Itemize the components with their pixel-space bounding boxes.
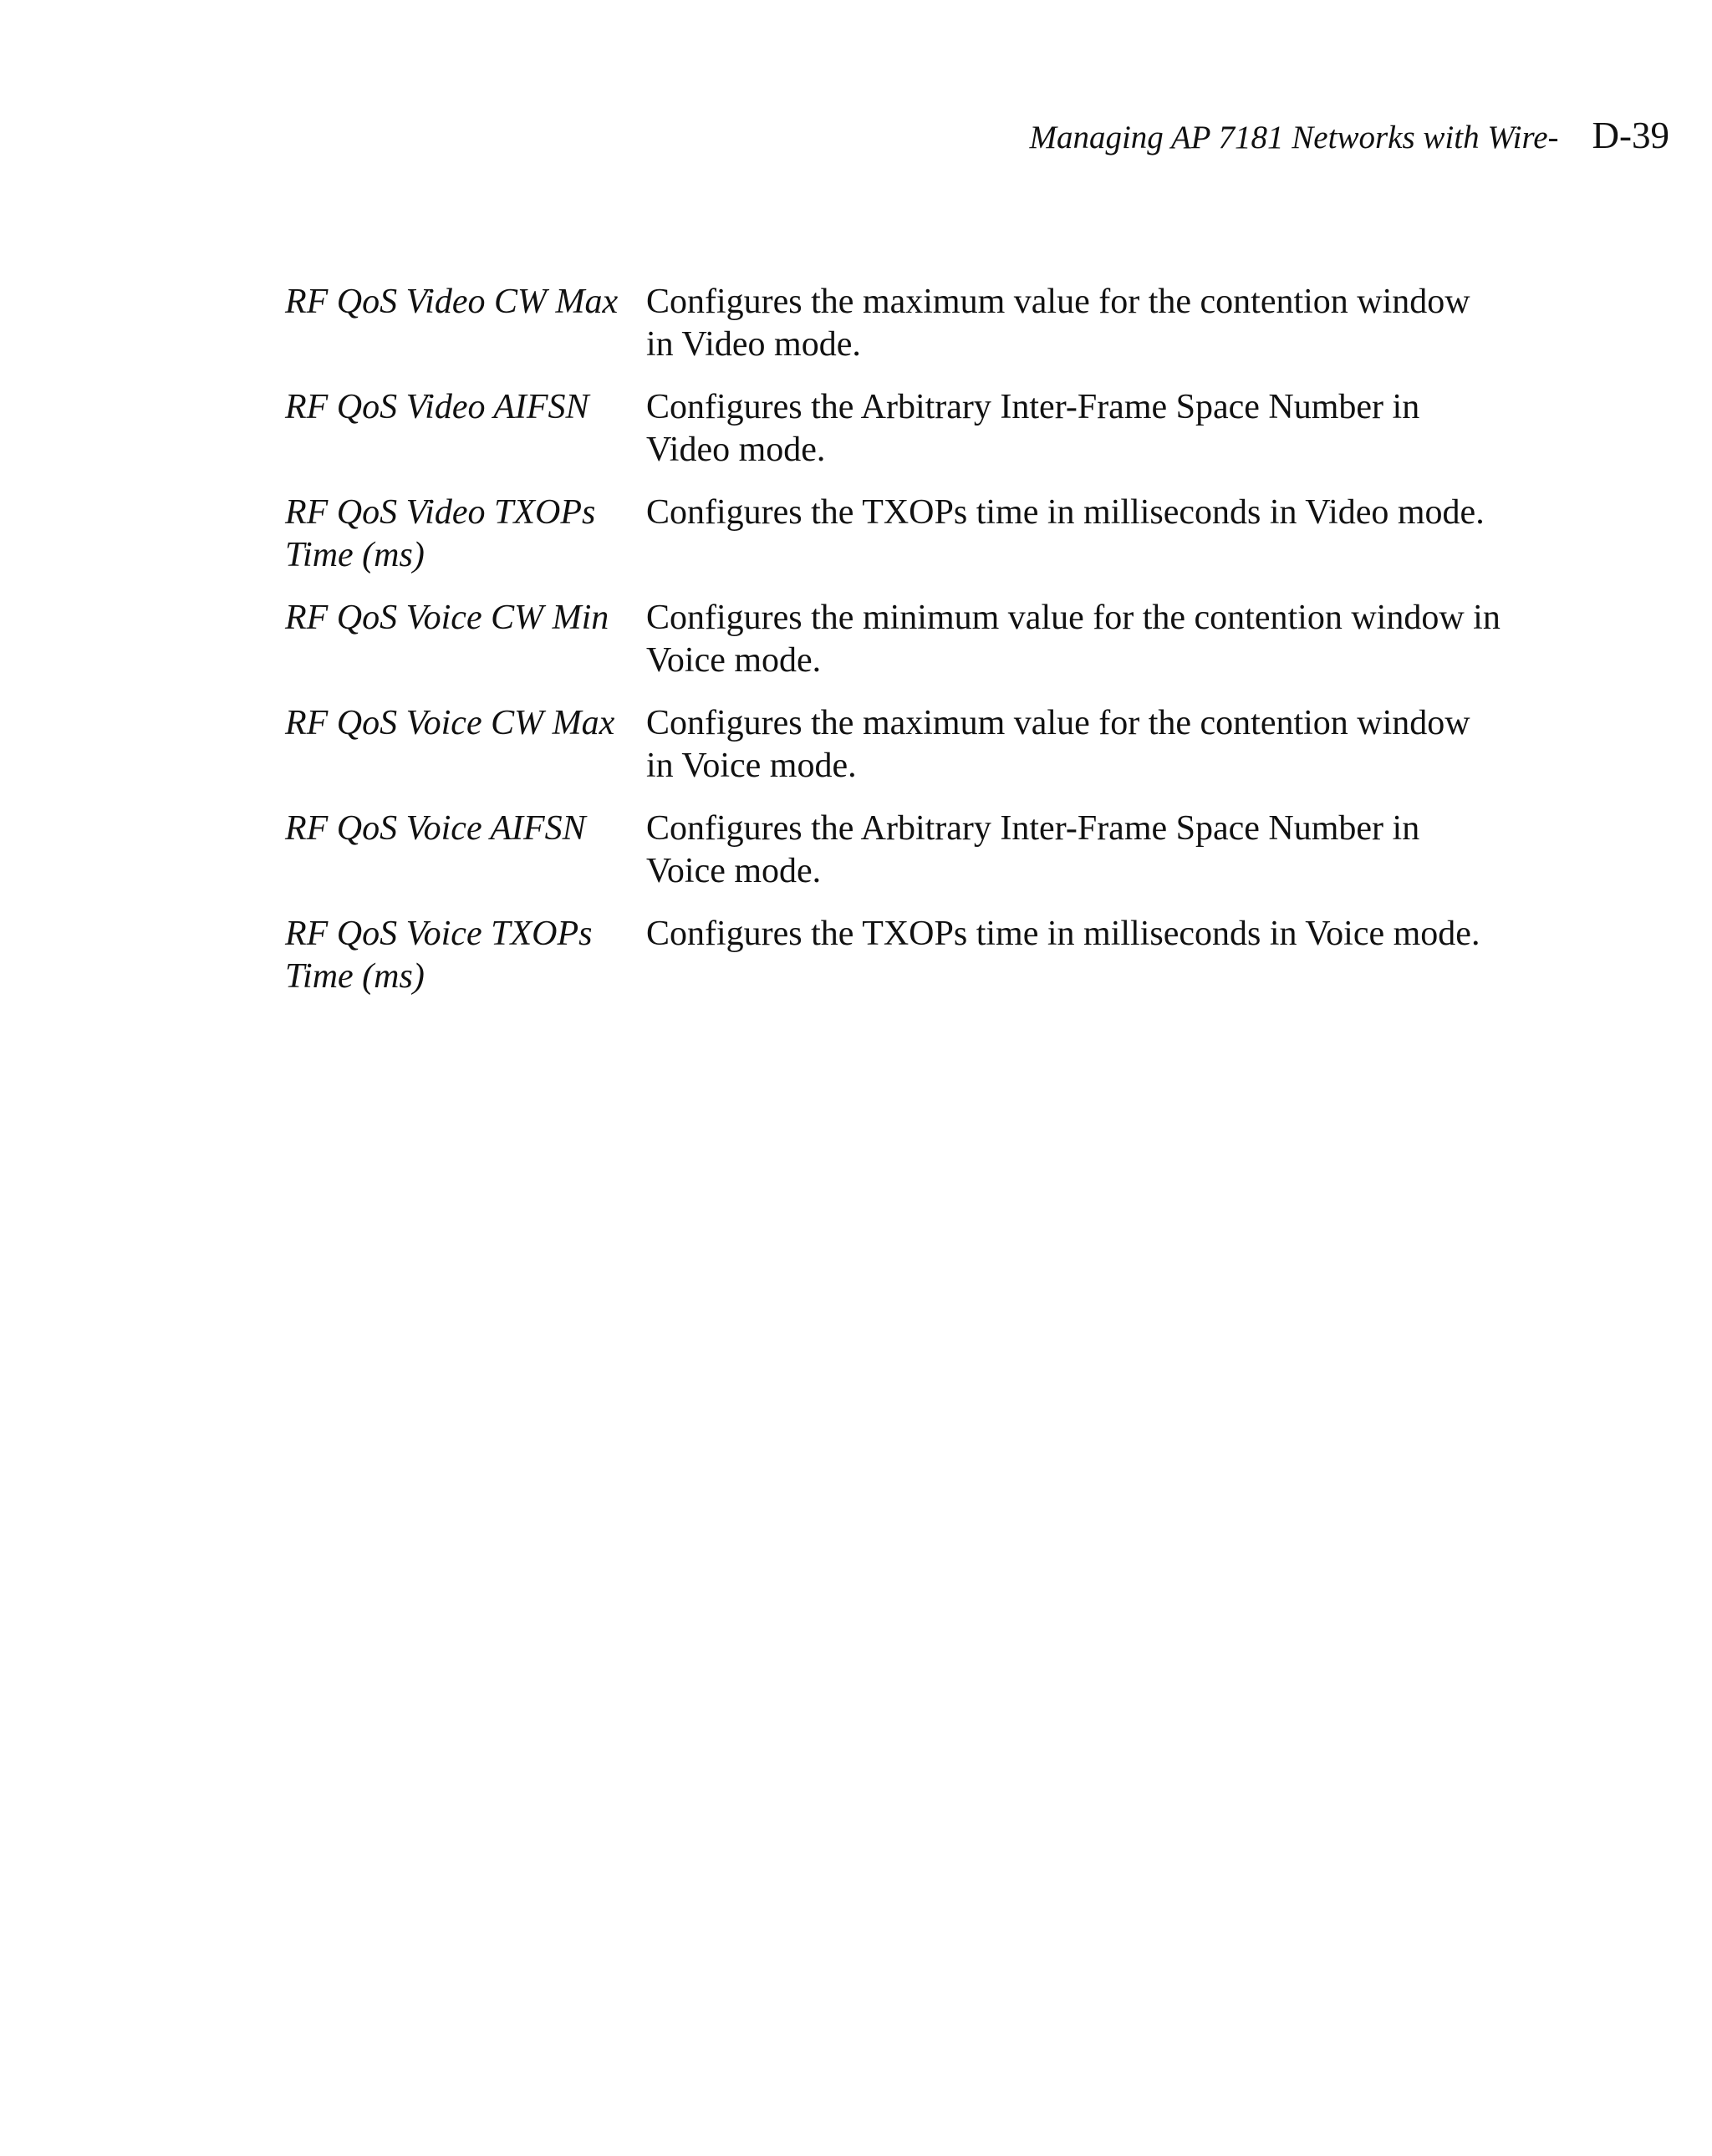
definition-term: RF QoS Video CW Max bbox=[285, 283, 619, 321]
definition-row bbox=[285, 281, 1514, 366]
page-number: D-39 bbox=[1592, 115, 1669, 156]
definition-row bbox=[285, 808, 1514, 893]
definition-row bbox=[285, 597, 1514, 682]
definition-list bbox=[285, 281, 1514, 1018]
definition-term: RF QoS Voice CW Max bbox=[285, 704, 615, 742]
definition-description: Configures the TXOPs time in milliseconds in Voice mode. bbox=[646, 915, 1480, 953]
definition-description: Configures the Arbitrary Inter-Frame Space Number in Voice mode. bbox=[646, 809, 1420, 890]
definition-description: Configures the Arbitrary Inter-Frame Space Number in Video mode. bbox=[646, 388, 1420, 469]
definition-description: Configures the TXOPs time in milliseconds in Video mode. bbox=[646, 493, 1485, 532]
definition-row bbox=[285, 492, 1514, 577]
definition-description: Configures the minimum value for the contention window in Voice mode. bbox=[646, 599, 1501, 680]
definition-description: Configures the maximum value for the contention window in Video mode. bbox=[646, 283, 1470, 364]
definition-term: RF QoS Voice CW Min bbox=[285, 599, 609, 637]
running-header bbox=[1029, 114, 1669, 157]
header-title: Managing AP 7181 Networks with Wire- bbox=[1029, 120, 1559, 155]
definition-row bbox=[285, 386, 1514, 471]
definition-row bbox=[285, 913, 1514, 998]
definition-term: RF QoS Voice AIFSN bbox=[285, 809, 586, 848]
definition-row bbox=[285, 702, 1514, 787]
definition-term: RF QoS Video AIFSN bbox=[285, 388, 589, 426]
definition-term: RF QoS Voice TXOPs Time (ms) bbox=[285, 915, 593, 996]
definition-term: RF QoS Video TXOPs Time (ms) bbox=[285, 493, 596, 574]
definition-description: Configures the maximum value for the contention window in Voice mode. bbox=[646, 704, 1470, 785]
